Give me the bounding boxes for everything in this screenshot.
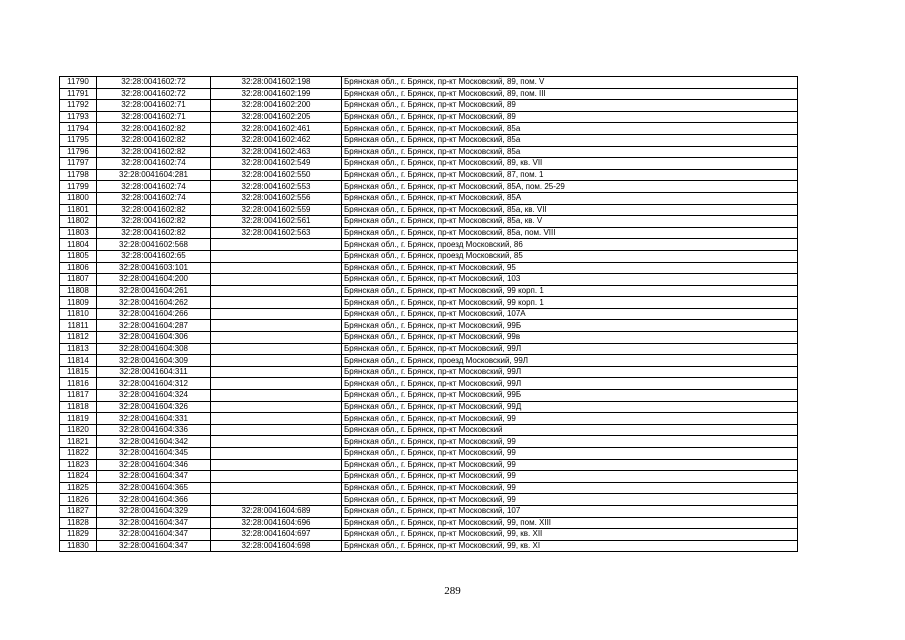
parcel-number-cell: 32:28:0041602:74: [97, 192, 211, 204]
parcel-number-cell: 32:28:0041604:308: [97, 343, 211, 355]
address-cell: Брянская обл., г. Брянск, пр-кт Московский, 85А: [342, 192, 798, 204]
row-number-cell: 11811: [60, 320, 97, 332]
row-number-cell: 11793: [60, 111, 97, 123]
row-number-cell: 11795: [60, 134, 97, 146]
parcel-number-cell: 32:28:0041602:568: [97, 239, 211, 251]
row-number-cell: 11813: [60, 343, 97, 355]
row-number-cell: 11826: [60, 494, 97, 506]
address-cell: Брянская обл., г. Брянск, пр-кт Московский, 89, кв. VII: [342, 158, 798, 170]
parcel-number-cell: 32:28:0041604:346: [97, 459, 211, 471]
table-row: [60, 297, 798, 309]
address-cell: Брянская обл., г. Брянск, пр-кт Московский, 99Л: [342, 378, 798, 390]
row-number-cell: 11803: [60, 227, 97, 239]
row-number-cell: 11822: [60, 448, 97, 460]
parcel-number-cell: 32:28:0041604:200: [97, 274, 211, 286]
object-number-cell: 32:28:0041602:205: [211, 111, 342, 123]
parcel-number-cell: 32:28:0041604:261: [97, 285, 211, 297]
table-row: [60, 274, 798, 286]
parcel-number-cell: 32:28:0041604:347: [97, 540, 211, 552]
parcel-number-cell: 32:28:0041602:65: [97, 250, 211, 262]
address-cell: Брянская обл., г. Брянск, пр-кт Московский, 89: [342, 100, 798, 112]
parcel-number-cell: 32:28:0041604:262: [97, 297, 211, 309]
table-row: [60, 459, 798, 471]
row-number-cell: 11828: [60, 517, 97, 529]
address-cell: Брянская обл., г. Брянск, пр-кт Московский, 85а, пом. VIII: [342, 227, 798, 239]
parcel-number-cell: 32:28:0041604:365: [97, 482, 211, 494]
row-number-cell: 11798: [60, 169, 97, 181]
table-row: [60, 77, 798, 89]
table-row: [60, 262, 798, 274]
row-number-cell: 11827: [60, 505, 97, 517]
address-cell: Брянская обл., г. Брянск, пр-кт Московский, 85а, кв. V: [342, 216, 798, 228]
parcel-number-cell: 32:28:0041602:71: [97, 100, 211, 112]
object-number-cell: [211, 285, 342, 297]
object-number-cell: [211, 262, 342, 274]
address-cell: Брянская обл., г. Брянск, пр-кт Московский, 95: [342, 262, 798, 274]
address-cell: Брянская обл., г. Брянск, пр-кт Московский, 89: [342, 111, 798, 123]
table-row: [60, 343, 798, 355]
table-row: [60, 134, 798, 146]
object-number-cell: [211, 494, 342, 506]
row-number-cell: 11830: [60, 540, 97, 552]
parcel-number-cell: 32:28:0041604:306: [97, 332, 211, 344]
parcel-number-cell: 32:28:0041604:311: [97, 366, 211, 378]
table-row: [60, 216, 798, 228]
object-number-cell: 32:28:0041602:463: [211, 146, 342, 158]
table-row: [60, 471, 798, 483]
parcel-number-cell: 32:28:0041604:331: [97, 413, 211, 425]
parcel-number-cell: 32:28:0041604:366: [97, 494, 211, 506]
table-row: [60, 517, 798, 529]
address-cell: Брянская обл., г. Брянск, пр-кт Московский, 107А: [342, 308, 798, 320]
object-number-cell: [211, 424, 342, 436]
address-cell: Брянская обл., г. Брянск, пр-кт Московский, 87, пом. 1: [342, 169, 798, 181]
object-number-cell: 32:28:0041604:698: [211, 540, 342, 552]
parcel-number-cell: 32:28:0041604:329: [97, 505, 211, 517]
object-number-cell: [211, 390, 342, 402]
row-number-cell: 11802: [60, 216, 97, 228]
object-number-cell: 32:28:0041602:199: [211, 88, 342, 100]
table-row: [60, 320, 798, 332]
address-cell: Брянская обл., г. Брянск, пр-кт Московский, 99в: [342, 332, 798, 344]
table-row: [60, 100, 798, 112]
parcel-number-cell: 32:28:0041603:101: [97, 262, 211, 274]
parcel-number-cell: 32:28:0041602:82: [97, 227, 211, 239]
row-number-cell: 11818: [60, 401, 97, 413]
row-number-cell: 11816: [60, 378, 97, 390]
row-number-cell: 11805: [60, 250, 97, 262]
address-cell: Брянская обл., г. Брянск, пр-кт Московский, 99 корп. 1: [342, 285, 798, 297]
table-row: [60, 308, 798, 320]
parcel-number-cell: 32:28:0041602:82: [97, 204, 211, 216]
row-number-cell: 11808: [60, 285, 97, 297]
object-number-cell: 32:28:0041602:561: [211, 216, 342, 228]
address-cell: Брянская обл., г. Брянск, пр-кт Московский, 99: [342, 482, 798, 494]
address-cell: Брянская обл., г. Брянск, пр-кт Московский, 85а: [342, 123, 798, 135]
object-number-cell: 32:28:0041604:696: [211, 517, 342, 529]
row-number-cell: 11829: [60, 529, 97, 541]
parcel-number-cell: 32:28:0041602:82: [97, 123, 211, 135]
object-number-cell: [211, 297, 342, 309]
row-number-cell: 11823: [60, 459, 97, 471]
table-row: [60, 123, 798, 135]
object-number-cell: [211, 239, 342, 251]
address-cell: Брянская обл., г. Брянск, пр-кт Московский, 99Б: [342, 390, 798, 402]
table-row: [60, 158, 798, 170]
table-row: [60, 169, 798, 181]
object-number-cell: 32:28:0041602:563: [211, 227, 342, 239]
table-row: [60, 192, 798, 204]
row-number-cell: 11814: [60, 355, 97, 367]
row-number-cell: 11812: [60, 332, 97, 344]
row-number-cell: 11810: [60, 308, 97, 320]
table-row: [60, 285, 798, 297]
object-number-cell: 32:28:0041602:462: [211, 134, 342, 146]
table-row: [60, 355, 798, 367]
address-cell: Брянская обл., г. Брянск, пр-кт Московский: [342, 424, 798, 436]
parcel-number-cell: 32:28:0041602:82: [97, 146, 211, 158]
address-cell: Брянская обл., г. Брянск, пр-кт Московский, 85а: [342, 134, 798, 146]
parcel-number-cell: 32:28:0041602:72: [97, 88, 211, 100]
table-row: [60, 494, 798, 506]
address-cell: Брянская обл., г. Брянск, пр-кт Московский, 99: [342, 436, 798, 448]
table-row: [60, 482, 798, 494]
address-cell: Брянская обл., г. Брянск, пр-кт Московский, 99: [342, 413, 798, 425]
address-cell: Брянская обл., г. Брянск, пр-кт Московский, 99Б: [342, 320, 798, 332]
table-row: [60, 424, 798, 436]
parcel-number-cell: 32:28:0041604:324: [97, 390, 211, 402]
row-number-cell: 11799: [60, 181, 97, 193]
address-cell: Брянская обл., г. Брянск, пр-кт Московский, 89, пом. III: [342, 88, 798, 100]
address-cell: Брянская обл., г. Брянск, проезд Московский, 99Л: [342, 355, 798, 367]
registry-table: [59, 76, 798, 552]
table-row: [60, 227, 798, 239]
row-number-cell: 11806: [60, 262, 97, 274]
parcel-number-cell: 32:28:0041602:71: [97, 111, 211, 123]
address-cell: Брянская обл., г. Брянск, пр-кт Московский, 99: [342, 494, 798, 506]
object-number-cell: [211, 343, 342, 355]
parcel-number-cell: 32:28:0041604:345: [97, 448, 211, 460]
address-cell: Брянская обл., г. Брянск, пр-кт Московский, 99: [342, 471, 798, 483]
object-number-cell: [211, 308, 342, 320]
address-cell: Брянская обл., г. Брянск, пр-кт Московский, 99, пом. XIII: [342, 517, 798, 529]
address-cell: Брянская обл., г. Брянск, пр-кт Московский, 89, пом. V: [342, 77, 798, 89]
table-row: [60, 146, 798, 158]
row-number-cell: 11817: [60, 390, 97, 402]
parcel-number-cell: 32:28:0041604:347: [97, 517, 211, 529]
table-row: [60, 111, 798, 123]
object-number-cell: 32:28:0041604:697: [211, 529, 342, 541]
row-number-cell: 11824: [60, 471, 97, 483]
object-number-cell: 32:28:0041602:461: [211, 123, 342, 135]
address-cell: Брянская обл., г. Брянск, проезд Московский, 86: [342, 239, 798, 251]
table-row: [60, 505, 798, 517]
address-cell: Брянская обл., г. Брянск, пр-кт Московский, 99Д: [342, 401, 798, 413]
table-row: [60, 366, 798, 378]
object-number-cell: [211, 413, 342, 425]
row-number-cell: 11801: [60, 204, 97, 216]
parcel-number-cell: 32:28:0041604:347: [97, 471, 211, 483]
table-row: [60, 540, 798, 552]
row-number-cell: 11804: [60, 239, 97, 251]
parcel-number-cell: 32:28:0041602:72: [97, 77, 211, 89]
object-number-cell: [211, 482, 342, 494]
table-row: [60, 378, 798, 390]
object-number-cell: 32:28:0041602:556: [211, 192, 342, 204]
parcel-number-cell: 32:28:0041604:336: [97, 424, 211, 436]
address-cell: Брянская обл., г. Брянск, пр-кт Московский, 99 корп. 1: [342, 297, 798, 309]
object-number-cell: [211, 274, 342, 286]
row-number-cell: 11807: [60, 274, 97, 286]
object-number-cell: 32:28:0041602:550: [211, 169, 342, 181]
parcel-number-cell: 32:28:0041604:347: [97, 529, 211, 541]
table-row: [60, 448, 798, 460]
address-cell: Брянская обл., г. Брянск, пр-кт Московский, 99: [342, 459, 798, 471]
address-cell: Брянская обл., г. Брянск, пр-кт Московский, 99, кв. XI: [342, 540, 798, 552]
parcel-number-cell: 32:28:0041604:326: [97, 401, 211, 413]
address-cell: Брянская обл., г. Брянск, пр-кт Московский, 99Л: [342, 343, 798, 355]
table-row: [60, 250, 798, 262]
object-number-cell: 32:28:0041602:559: [211, 204, 342, 216]
object-number-cell: 32:28:0041602:553: [211, 181, 342, 193]
row-number-cell: 11797: [60, 158, 97, 170]
address-cell: Брянская обл., г. Брянск, пр-кт Московский, 99: [342, 448, 798, 460]
table-row: [60, 181, 798, 193]
object-number-cell: 32:28:0041602:549: [211, 158, 342, 170]
address-cell: Брянская обл., г. Брянск, проезд Московский, 85: [342, 250, 798, 262]
object-number-cell: [211, 320, 342, 332]
row-number-cell: 11792: [60, 100, 97, 112]
row-number-cell: 11819: [60, 413, 97, 425]
address-cell: Брянская обл., г. Брянск, пр-кт Московский, 99, кв. XII: [342, 529, 798, 541]
table-row: [60, 88, 798, 100]
parcel-number-cell: 32:28:0041604:342: [97, 436, 211, 448]
table-row: [60, 401, 798, 413]
object-number-cell: [211, 471, 342, 483]
parcel-number-cell: 32:28:0041604:309: [97, 355, 211, 367]
page-number: 289: [444, 585, 461, 597]
parcel-number-cell: 32:28:0041604:287: [97, 320, 211, 332]
row-number-cell: 11825: [60, 482, 97, 494]
object-number-cell: [211, 448, 342, 460]
table-row: [60, 413, 798, 425]
table-row: [60, 332, 798, 344]
object-number-cell: [211, 332, 342, 344]
address-cell: Брянская обл., г. Брянск, пр-кт Московский, 99Л: [342, 366, 798, 378]
object-number-cell: 32:28:0041604:689: [211, 505, 342, 517]
table-row: [60, 436, 798, 448]
object-number-cell: [211, 355, 342, 367]
row-number-cell: 11815: [60, 366, 97, 378]
parcel-number-cell: 32:28:0041604:266: [97, 308, 211, 320]
object-number-cell: [211, 459, 342, 471]
parcel-number-cell: 32:28:0041602:74: [97, 181, 211, 193]
row-number-cell: 11794: [60, 123, 97, 135]
row-number-cell: 11791: [60, 88, 97, 100]
object-number-cell: [211, 366, 342, 378]
object-number-cell: 32:28:0041602:198: [211, 77, 342, 89]
registry-table-body: [60, 77, 798, 552]
table-row: [60, 529, 798, 541]
parcel-number-cell: 32:28:0041602:74: [97, 158, 211, 170]
address-cell: Брянская обл., г. Брянск, пр-кт Московский, 103: [342, 274, 798, 286]
address-cell: Брянская обл., г. Брянск, пр-кт Московский, 85А, пом. 25-29: [342, 181, 798, 193]
object-number-cell: [211, 401, 342, 413]
parcel-number-cell: 32:28:0041604:281: [97, 169, 211, 181]
row-number-cell: 11820: [60, 424, 97, 436]
row-number-cell: 11800: [60, 192, 97, 204]
address-cell: Брянская обл., г. Брянск, пр-кт Московский, 85а, кв. VII: [342, 204, 798, 216]
parcel-number-cell: 32:28:0041602:82: [97, 216, 211, 228]
table-row: [60, 239, 798, 251]
table-row: [60, 204, 798, 216]
table-row: [60, 390, 798, 402]
row-number-cell: 11796: [60, 146, 97, 158]
address-cell: Брянская обл., г. Брянск, пр-кт Московский, 85а: [342, 146, 798, 158]
object-number-cell: [211, 436, 342, 448]
row-number-cell: 11790: [60, 77, 97, 89]
object-number-cell: [211, 378, 342, 390]
object-number-cell: 32:28:0041602:200: [211, 100, 342, 112]
object-number-cell: [211, 250, 342, 262]
parcel-number-cell: 32:28:0041602:82: [97, 134, 211, 146]
row-number-cell: 11821: [60, 436, 97, 448]
parcel-number-cell: 32:28:0041604:312: [97, 378, 211, 390]
row-number-cell: 11809: [60, 297, 97, 309]
address-cell: Брянская обл., г. Брянск, пр-кт Московский, 107: [342, 505, 798, 517]
